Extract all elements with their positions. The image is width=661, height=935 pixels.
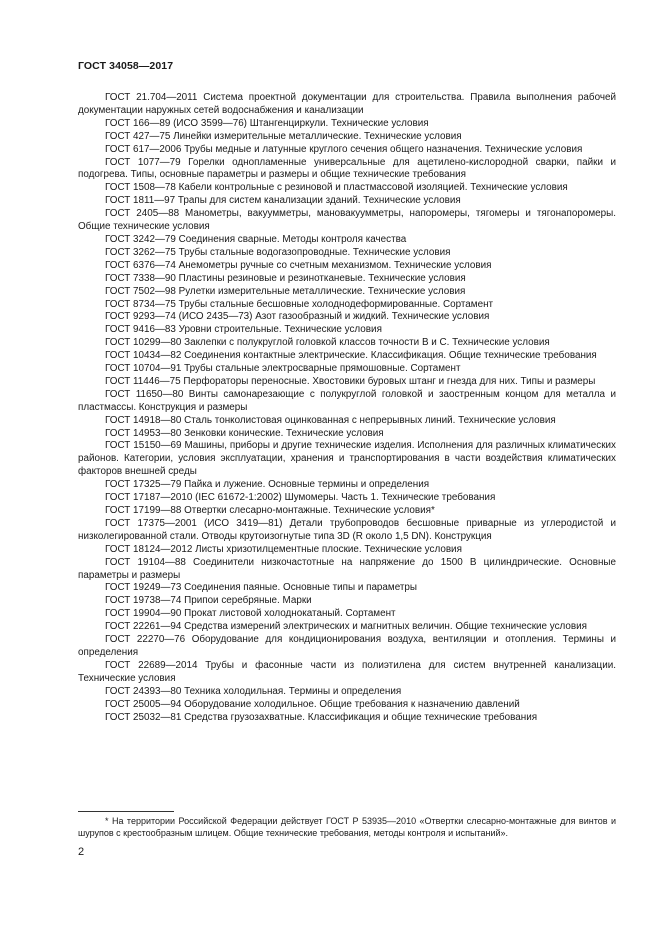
reference-item: ГОСТ 19904—90 Прокат листовой холоднокатаный. Сортамент	[105, 608, 396, 620]
reference-item: ГОСТ 9416—83 Уровни строительные. Технические условия	[105, 324, 382, 336]
reference-item: ГОСТ 9293—74 (ИСО 2435—73) Азот газообразный и жидкий. Технические условия	[105, 311, 490, 323]
reference-item: ГОСТ 3262—75 Трубы стальные водогазопроводные. Технические условия	[105, 246, 451, 258]
document-header: ГОСТ 34058—2017	[78, 60, 174, 72]
reference-item: ГОСТ 19249—73 Соединения паяные. Основные типы и параметры	[105, 582, 417, 594]
reference-item: ГОСТ 7338—90 Пластины резиновые и резинотканевые. Технические условия	[105, 272, 466, 284]
reference-item: ГОСТ 617—2006 Трубы медные и латунные круглого сечения общего назначения. Технические условия	[105, 143, 583, 155]
reference-item: ГОСТ 3242—79 Соединения сварные. Методы контроля качества	[105, 233, 407, 245]
reference-item: ГОСТ 1811—97 Трапы для систем канализации зданий. Технические условия	[105, 195, 461, 207]
reference-item: ГОСТ 22261—94 Средства измерений электрических и магнитных величин. Общие технические условия	[105, 621, 588, 633]
page-number: 2	[78, 846, 85, 858]
reference-item: ГОСТ 17325—79 Пайка и лужение. Основные термины и определения	[105, 479, 430, 491]
reference-item: ГОСТ 18124—2012 Листы хризотилцементные плоские. Технические условия	[105, 543, 462, 555]
reference-item: ГОСТ 10434—82 Соединения контактные электрические. Классификация. Общие технические требования	[105, 350, 597, 362]
reference-item: ГОСТ 19104—88 Соединители низкочастотные на напряжение до 1500 В цилиндрические. Основные параметры и размеры	[78, 556, 616, 581]
reference-item: ГОСТ 10704—91 Трубы стальные электросварные прямошовные. Сортамент	[105, 363, 461, 375]
reference-item: ГОСТ 21.704—2011 Система проектной документации для строительства. Правила выполнения рабочей документации наружных сетей водоснабжения и канализации	[78, 92, 616, 116]
reference-item: ГОСТ 6376—74 Анемометры ручные со счетным механизмом. Технические условия	[105, 259, 492, 271]
reference-item: ГОСТ 17375—2001 (ИСО 3419—81) Детали трубопроводов бесшовные приварные из углеродистой и низколегированной стали. Отводы крутоизогнутые типа 3D (R около 1,5 DN). Конструкция	[78, 517, 616, 542]
reference-item: ГОСТ 22689—2014 Трубы и фасонные части из полиэтилена для систем внутренней канализации. Технические условия	[78, 659, 616, 684]
reference-item: ГОСТ 24393—80 Техника холодильная. Термины и определения	[105, 685, 402, 697]
reference-item: ГОСТ 19738—74 Припои серебряные. Марки	[105, 595, 312, 607]
reference-item: ГОСТ 22270—76 Оборудование для кондиционирования воздуха, вентиляции и отопления. Термины и определения	[78, 634, 616, 658]
reference-item: ГОСТ 11446—75 Перфораторы переносные. Хвостовики буровых штанг и гнезда для них. Типы и размеры	[105, 375, 596, 387]
reference-item: ГОСТ 7502—98 Рулетки измерительные металлические. Технические условия	[105, 285, 466, 297]
reference-item: ГОСТ 14918—80 Сталь тонколистовая оцинкованная с непрерывных линий. Технические условия	[105, 414, 556, 426]
normative-references-list	[78, 92, 616, 724]
reference-item: ГОСТ 1077—79 Горелки однопламенные универсальные для ацетилено-кислородной сварки, пайки и подогрева. Типы, основные параметры и размеры и общие технические требования	[78, 156, 616, 181]
reference-item: ГОСТ 17187—2010 (IEC 61672-1:2002) Шумомеры. Часть 1. Технические требования	[105, 492, 496, 504]
reference-item: ГОСТ 17199—88 Отвертки слесарно-монтажные. Технические условия*	[105, 505, 435, 516]
reference-item: ГОСТ 427—75 Линейки измерительные металлические. Технические условия	[105, 130, 462, 142]
reference-item: ГОСТ 11650—80 Винты самонарезающие с полукруглой головкой и заостренным концом для металла и пластмассы. Конструкция и размеры	[78, 388, 616, 413]
reference-item: ГОСТ 166—89 (ИСО 3599—76) Штангенциркули. Технические условия	[105, 117, 429, 129]
reference-item: ГОСТ 8734—75 Трубы стальные бесшовные холоднодеформированные. Сортамент	[105, 298, 494, 310]
reference-item: ГОСТ 10299—80 Заклепки с полукруглой головкой классов точности В и С. Технические условия	[105, 337, 550, 349]
reference-item: ГОСТ 15150—69 Машины, приборы и другие технические изделия. Исполнения для различных климатических районов. Категории, условия эксплуатации, хранения и транспортирования в части воздействия климатических факторов внешней среды	[78, 440, 616, 478]
footnote-divider	[78, 811, 174, 812]
footnote: * На территории Российской Федерации действует ГОСТ Р 53935—2010 «Отвертки слесарно-монтажные для винтов и шурупов с крестообразным шлицем. Общие технические требования, методы контроля и испытаний».	[78, 816, 616, 838]
reference-item: ГОСТ 25005—94 Оборудование холодильное. Общие требования к назначению давлений	[105, 698, 520, 710]
reference-item: ГОСТ 2405—88 Манометры, вакуумметры, мановакуумметры, напоромеры, тягомеры и тягонапоромеры. Общие технические условия	[78, 208, 616, 233]
reference-item: ГОСТ 14953—80 Зенковки конические. Технические условия	[105, 427, 384, 439]
reference-item: ГОСТ 1508—78 Кабели контрольные с резиновой и пластмассовой изоляцией. Технические условия	[105, 182, 568, 194]
reference-item: ГОСТ 25032—81 Средства грузозахватные. Классификация и общие технические требования	[105, 711, 538, 723]
